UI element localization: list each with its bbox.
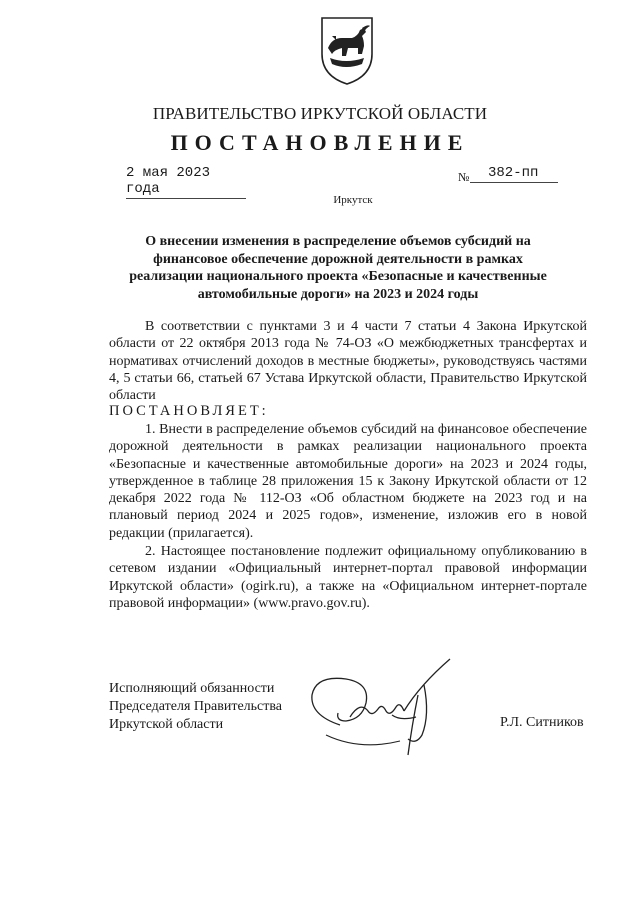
document-subject: О внесении изменения в распределение объемов субсидий на финансовое обеспечение дорожной деятельности в рамках реализации национального проекта «Безопасные и качественные автомобильные дороги» на 2023 и 2024 годы <box>129 234 547 302</box>
signatory-position-line-1: Исполняющий обязанности <box>109 681 275 696</box>
signatory-position-line-3: Иркутской области <box>109 717 224 732</box>
item-1-text: 1. Внести в распределение объемов субсидий на финансовое обеспечение дорожной деятельности в рамках реализации национального проекта «Безопасные и качественные автомобильные дороги» на 2023 и 2024 годы, утвержденное в таблице 28 приложения 15 к Закону Иркутской области от 12 декабря 2022 года № 112-ОЗ «Об областном бюджете на 2023 год и на плановый период 2024 и 2025 годов», изменение, изложив его в новой редакции (прилагается). <box>109 422 587 541</box>
coat-of-arms-emblem <box>318 14 376 86</box>
item-2-paragraph <box>109 543 587 612</box>
preamble-paragraph <box>109 318 587 404</box>
item-2-text: 2. Настоящее постановление подлежит официальному опубликованию в сетевом издании «Официальный интернет-портал правовой информации Иркутской области» (ogirk.ru), а также на «Официальном интернет-портале правовой информации» (www.pravo.gov.ru). <box>109 544 587 611</box>
handwritten-signature <box>300 655 470 765</box>
decree-word: ПОСТАНОВЛЯЕТ: <box>109 403 269 419</box>
government-title: ПРАВИТЕЛЬСТВО ИРКУТСКОЙ ОБЛАСТИ <box>152 104 488 123</box>
document-date: 2 мая 2023 года <box>126 165 246 199</box>
preamble-text: В соответствии с пунктами 3 и 4 части 7 статьи 4 Закона Иркутской области от 22 октября 2013 года № 74-ОЗ «О межбюджетных трансфертах и нормативах отчислений доходов в местные бюджеты», руководствуясь частями 4, 5 статьи 66, статьей 67 Устава Иркутской области, Правительство Иркутской области <box>109 319 587 404</box>
issue-city: Иркутск <box>333 194 373 206</box>
signer-name: Р.Л. Ситников <box>500 715 584 730</box>
signatory-position <box>109 680 282 734</box>
item-1-paragraph <box>109 421 587 542</box>
number-label: № <box>458 170 470 184</box>
document-number: 382-пп <box>470 165 558 183</box>
document-type-title: ПОСТАНОВЛЕНИЕ <box>170 130 470 155</box>
signatory-position-line-2: Председателя Правительства <box>109 699 283 714</box>
